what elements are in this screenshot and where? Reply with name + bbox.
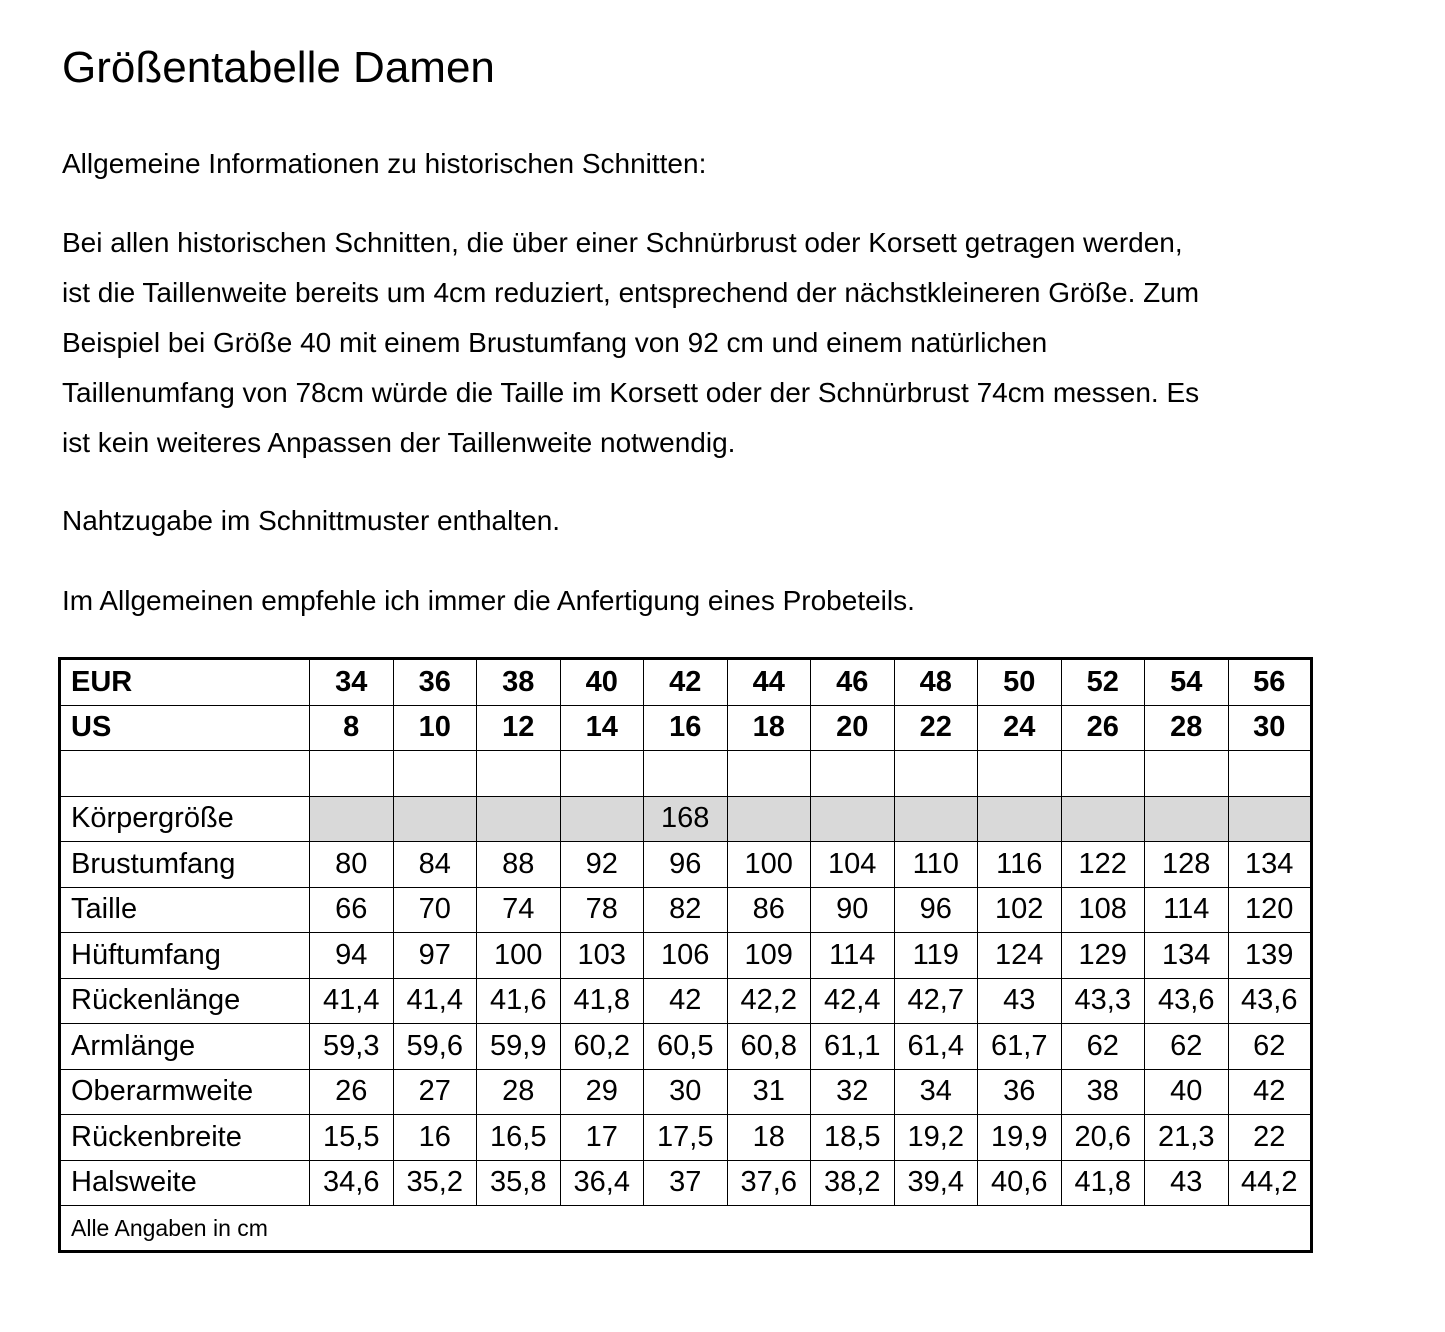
info-paragraph	[62, 218, 1199, 468]
measurement-cell: 114	[1145, 887, 1229, 933]
measurement-cell: 62	[1228, 1024, 1312, 1070]
measurement-cell: 42	[1228, 1069, 1312, 1115]
empty-cell	[727, 751, 811, 797]
measurement-cell: 42,2	[727, 978, 811, 1024]
measurement-cell: 17	[560, 1115, 644, 1161]
info-line: ist die Taillenweite bereits um 4cm reduziert, entsprechend der nächstkleineren Größe. Zum	[62, 277, 1200, 308]
us-size-cell: 16	[644, 705, 728, 751]
measurement-cell: 88	[477, 842, 561, 888]
measurement-cell: 61,1	[811, 1024, 895, 1070]
measurement-cell: 96	[894, 887, 978, 933]
us-size-cell: 10	[393, 705, 477, 751]
info-line: Taillenumfang von 78cm würde die Taille im Korsett oder der Schnürbrust 74cm messen. Es	[62, 377, 1200, 408]
measurement-cell: 41,8	[560, 978, 644, 1024]
us-size-cell: 30	[1228, 705, 1312, 751]
measurement-cell: 36	[978, 1069, 1062, 1115]
measurement-cell: 39,4	[894, 1160, 978, 1206]
measurement-cell: 29	[560, 1069, 644, 1115]
us-size-cell: 18	[727, 705, 811, 751]
shaded-cell	[477, 796, 561, 842]
measurement-cell: 100	[477, 933, 561, 979]
empty-cell	[1061, 751, 1145, 797]
measurement-cell: 15,5	[310, 1115, 394, 1161]
intro-heading: Allgemeine Informationen zu historischen Schnitten:	[62, 148, 707, 179]
measurement-cell: 30	[644, 1069, 728, 1115]
measurement-cell: 92	[560, 842, 644, 888]
measurement-cell: 66	[310, 887, 394, 933]
measurement-cell: 38,2	[811, 1160, 895, 1206]
empty-cell	[60, 751, 310, 797]
measurement-cell: 82	[644, 887, 728, 933]
eur-size-cell: 44	[727, 659, 811, 706]
us-size-cell: 26	[1061, 705, 1145, 751]
us-size-cell: 28	[1145, 705, 1229, 751]
units-note: Alle Angaben in cm	[60, 1206, 1312, 1252]
size-table	[58, 657, 1313, 1253]
empty-cell	[644, 751, 728, 797]
empty-cell	[393, 751, 477, 797]
measurement-cell: 119	[894, 933, 978, 979]
row-label: Halsweite	[60, 1160, 310, 1206]
measurement-cell: 109	[727, 933, 811, 979]
shaded-cell	[310, 796, 394, 842]
measurement-cell: 27	[393, 1069, 477, 1115]
empty-cell	[1228, 751, 1312, 797]
measurement-cell: 18	[727, 1115, 811, 1161]
measurement-cell: 42	[644, 978, 728, 1024]
info-line: ist kein weiteres Anpassen der Taillenweite notwendig.	[62, 427, 736, 458]
measurement-cell: 134	[1228, 842, 1312, 888]
measurement-cell: 104	[811, 842, 895, 888]
measurement-cell: 80	[310, 842, 394, 888]
measurement-cell: 134	[1145, 933, 1229, 979]
measurement-cell: 84	[393, 842, 477, 888]
measurement-cell: 78	[560, 887, 644, 933]
measurement-cell: 100	[727, 842, 811, 888]
shaded-cell	[1061, 796, 1145, 842]
measurement-cell: 43,6	[1145, 978, 1229, 1024]
empty-cell	[1145, 751, 1229, 797]
row-label: Hüftumfang	[60, 933, 310, 979]
measurement-cell: 114	[811, 933, 895, 979]
measurement-cell: 17,5	[644, 1115, 728, 1161]
info-line: Bei allen historischen Schnitten, die über einer Schnürbrust oder Korsett getragen werden,	[62, 227, 1183, 258]
measurement-cell: 59,9	[477, 1024, 561, 1070]
measurement-cell: 41,6	[477, 978, 561, 1024]
shaded-cell	[1145, 796, 1229, 842]
measurement-cell: 61,7	[978, 1024, 1062, 1070]
measurement-cell: 116	[978, 842, 1062, 888]
table-row-measurement	[60, 1024, 1312, 1070]
measurement-cell: 19,9	[978, 1115, 1062, 1161]
measurement-cell: 38	[1061, 1069, 1145, 1115]
measurement-cell: 37,6	[727, 1160, 811, 1206]
eur-size-cell: 40	[560, 659, 644, 706]
measurement-cell: 62	[1061, 1024, 1145, 1070]
measurement-cell: 35,2	[393, 1160, 477, 1206]
measurement-cell: 28	[477, 1069, 561, 1115]
measurement-cell: 90	[811, 887, 895, 933]
measurement-cell: 106	[644, 933, 728, 979]
us-size-cell: 12	[477, 705, 561, 751]
shaded-cell	[978, 796, 1062, 842]
measurement-cell: 102	[978, 887, 1062, 933]
shaded-cell	[393, 796, 477, 842]
table-row-eur	[60, 659, 1312, 706]
measurement-cell: 108	[1061, 887, 1145, 933]
measurement-cell: 16	[393, 1115, 477, 1161]
row-label: Brustumfang	[60, 842, 310, 888]
measurement-cell: 16,5	[477, 1115, 561, 1161]
measurement-cell: 42,4	[811, 978, 895, 1024]
measurement-cell: 20,6	[1061, 1115, 1145, 1161]
row-label: Armlänge	[60, 1024, 310, 1070]
table-row-measurement	[60, 978, 1312, 1024]
measurement-cell: 60,2	[560, 1024, 644, 1070]
measurement-cell: 34,6	[310, 1160, 394, 1206]
measurement-cell: 110	[894, 842, 978, 888]
eur-size-cell: 50	[978, 659, 1062, 706]
empty-cell	[811, 751, 895, 797]
table-row-empty	[60, 751, 1312, 797]
measurement-cell: 41,4	[310, 978, 394, 1024]
measurement-cell: 62	[1145, 1024, 1229, 1070]
table-row-us	[60, 705, 1312, 751]
empty-cell	[310, 751, 394, 797]
measurement-cell: 41,4	[393, 978, 477, 1024]
table-row-measurement	[60, 1115, 1312, 1161]
empty-cell	[894, 751, 978, 797]
table-row-measurement	[60, 887, 1312, 933]
measurement-cell: 61,4	[894, 1024, 978, 1070]
measurement-cell: 43	[978, 978, 1062, 1024]
measurement-cell: 60,8	[727, 1024, 811, 1070]
page-title: Größentabelle Damen	[62, 43, 495, 92]
eur-size-cell: 56	[1228, 659, 1312, 706]
row-label: EUR	[60, 659, 310, 706]
measurement-cell: 74	[477, 887, 561, 933]
us-size-cell: 20	[811, 705, 895, 751]
shaded-cell	[560, 796, 644, 842]
eur-size-cell: 48	[894, 659, 978, 706]
table-row-measurement	[60, 1069, 1312, 1115]
row-label: Taille	[60, 887, 310, 933]
measurement-cell: 40	[1145, 1069, 1229, 1115]
body-height-cell: 168	[644, 796, 728, 842]
measurement-cell: 96	[644, 842, 728, 888]
table-row-measurement	[60, 842, 1312, 888]
eur-size-cell: 36	[393, 659, 477, 706]
table-row-measurement	[60, 1160, 1312, 1206]
table-row-koerpergroesse	[60, 796, 1312, 842]
measurement-cell: 35,8	[477, 1160, 561, 1206]
measurement-cell: 103	[560, 933, 644, 979]
eur-size-cell: 54	[1145, 659, 1229, 706]
measurement-cell: 128	[1145, 842, 1229, 888]
info-line: Beispiel bei Größe 40 mit einem Brustumfang von 92 cm und einem natürlichen	[62, 327, 1048, 358]
measurement-cell: 120	[1228, 887, 1312, 933]
shaded-cell	[1228, 796, 1312, 842]
measurement-cell: 44,2	[1228, 1160, 1312, 1206]
table-row-measurement	[60, 933, 1312, 979]
table-row-footer	[60, 1206, 1312, 1252]
row-label: US	[60, 705, 310, 751]
measurement-cell: 124	[978, 933, 1062, 979]
empty-cell	[477, 751, 561, 797]
measurement-cell: 40,6	[978, 1160, 1062, 1206]
measurement-cell: 18,5	[811, 1115, 895, 1161]
empty-cell	[978, 751, 1062, 797]
measurement-cell: 59,6	[393, 1024, 477, 1070]
measurement-cell: 97	[393, 933, 477, 979]
recommendation-note: Im Allgemeinen empfehle ich immer die Anfertigung eines Probeteils.	[62, 585, 915, 616]
eur-size-cell: 38	[477, 659, 561, 706]
measurement-cell: 129	[1061, 933, 1145, 979]
shaded-cell	[811, 796, 895, 842]
empty-cell	[560, 751, 644, 797]
measurement-cell: 32	[811, 1069, 895, 1115]
measurement-cell: 122	[1061, 842, 1145, 888]
measurement-cell: 41,8	[1061, 1160, 1145, 1206]
measurement-cell: 42,7	[894, 978, 978, 1024]
measurement-cell: 43,3	[1061, 978, 1145, 1024]
measurement-cell: 43	[1145, 1160, 1229, 1206]
measurement-cell: 22	[1228, 1115, 1312, 1161]
seam-allowance-note: Nahtzugabe im Schnittmuster enthalten.	[62, 505, 561, 536]
us-size-cell: 8	[310, 705, 394, 751]
us-size-cell: 14	[560, 705, 644, 751]
measurement-cell: 31	[727, 1069, 811, 1115]
measurement-cell: 43,6	[1228, 978, 1312, 1024]
eur-size-cell: 52	[1061, 659, 1145, 706]
measurement-cell: 70	[393, 887, 477, 933]
measurement-cell: 60,5	[644, 1024, 728, 1070]
us-size-cell: 24	[978, 705, 1062, 751]
row-label: Körpergröße	[60, 796, 310, 842]
measurement-cell: 36,4	[560, 1160, 644, 1206]
eur-size-cell: 46	[811, 659, 895, 706]
measurement-cell: 37	[644, 1160, 728, 1206]
eur-size-cell: 42	[644, 659, 728, 706]
measurement-cell: 139	[1228, 933, 1312, 979]
measurement-cell: 94	[310, 933, 394, 979]
row-label: Rückenlänge	[60, 978, 310, 1024]
measurement-cell: 19,2	[894, 1115, 978, 1161]
shaded-cell	[894, 796, 978, 842]
measurement-cell: 26	[310, 1069, 394, 1115]
eur-size-cell: 34	[310, 659, 394, 706]
shaded-cell	[727, 796, 811, 842]
measurement-cell: 86	[727, 887, 811, 933]
measurement-cell: 34	[894, 1069, 978, 1115]
measurement-cell: 21,3	[1145, 1115, 1229, 1161]
measurement-cell: 59,3	[310, 1024, 394, 1070]
us-size-cell: 22	[894, 705, 978, 751]
row-label: Rückenbreite	[60, 1115, 310, 1161]
row-label: Oberarmweite	[60, 1069, 310, 1115]
